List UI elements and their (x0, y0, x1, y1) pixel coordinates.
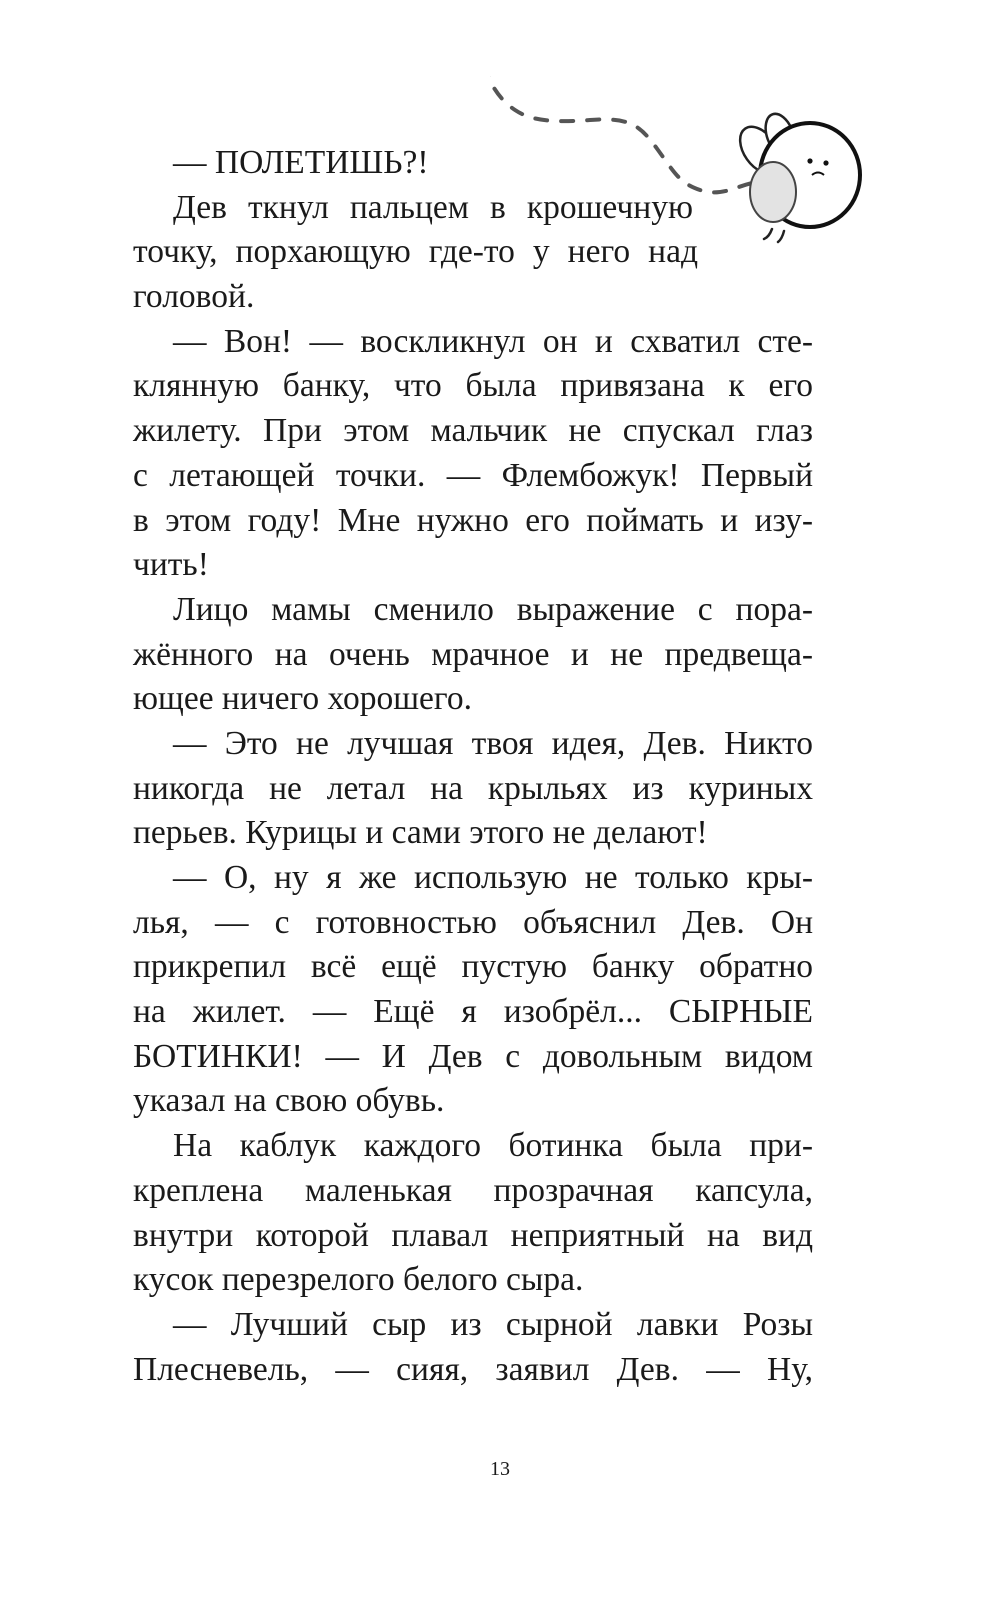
text-line: никогда не летал на крыльях из куриных (133, 769, 813, 807)
text-line: перьев. Курицы и сами этого не делают! (133, 814, 708, 852)
text-line: ющее ничего хорошего. (133, 680, 472, 718)
text-line: креплена маленькая прозрачная капсула, (133, 1171, 813, 1209)
text-line: внутри которой плавал неприятный на вид (133, 1216, 813, 1254)
text-line: чить! (133, 546, 209, 584)
text-line: головой. (133, 278, 255, 316)
text-line: лья, — с готовностью объяснил Дев. Он (133, 903, 813, 941)
text-line: На каблук каждого ботинка была при- (173, 1127, 813, 1165)
text-line: Дев ткнул пальцем в крошечную (173, 188, 693, 226)
text-line: кусок перезрелого белого сыра. (133, 1261, 584, 1299)
text-line: Лицо мамы сменило выражение с пора- (173, 590, 813, 628)
page-number: 13 (490, 1458, 510, 1480)
text-line: в этом году! Мне нужно его поймать и изу- (133, 501, 813, 539)
text-line: — Лучший сыр из сырной лавки Розы (173, 1305, 813, 1343)
text-line: — О, ну я же использую не только кры- (173, 859, 813, 896)
text-line: — Вон! — воскликнул он и схватил сте- (173, 322, 813, 360)
text-line: — Это не лучшая твоя идея, Дев. Никто (173, 724, 813, 762)
body-text (133, 141, 813, 1392)
text-line: точку, порхающую где-то у него над (133, 233, 698, 271)
text-line: жённого на очень мрачное и не предвеща- (133, 635, 813, 673)
text-line: БОТИНКИ! — И Дев с довольным видом (133, 1037, 813, 1075)
text-line: с летающей точки. — Флембожук! Первый (133, 456, 813, 494)
text-line: на жилет. — Ещё я изобрёл... СЫРНЫЕ (133, 993, 813, 1031)
text-line: Плесневель, — сияя, заявил Дев. — Ну, (133, 1350, 813, 1388)
text-line: клянную банку, что была привязана к его (133, 367, 813, 405)
text-line: жилету. При этом мальчик не спускал глаз (133, 412, 813, 450)
text-line: указал на свою обувь. (133, 1082, 445, 1120)
text-line: — ПОЛЕТИШЬ?! (173, 144, 429, 181)
text-line: прикрепил всё ещё пустую банку обратно (133, 948, 813, 986)
